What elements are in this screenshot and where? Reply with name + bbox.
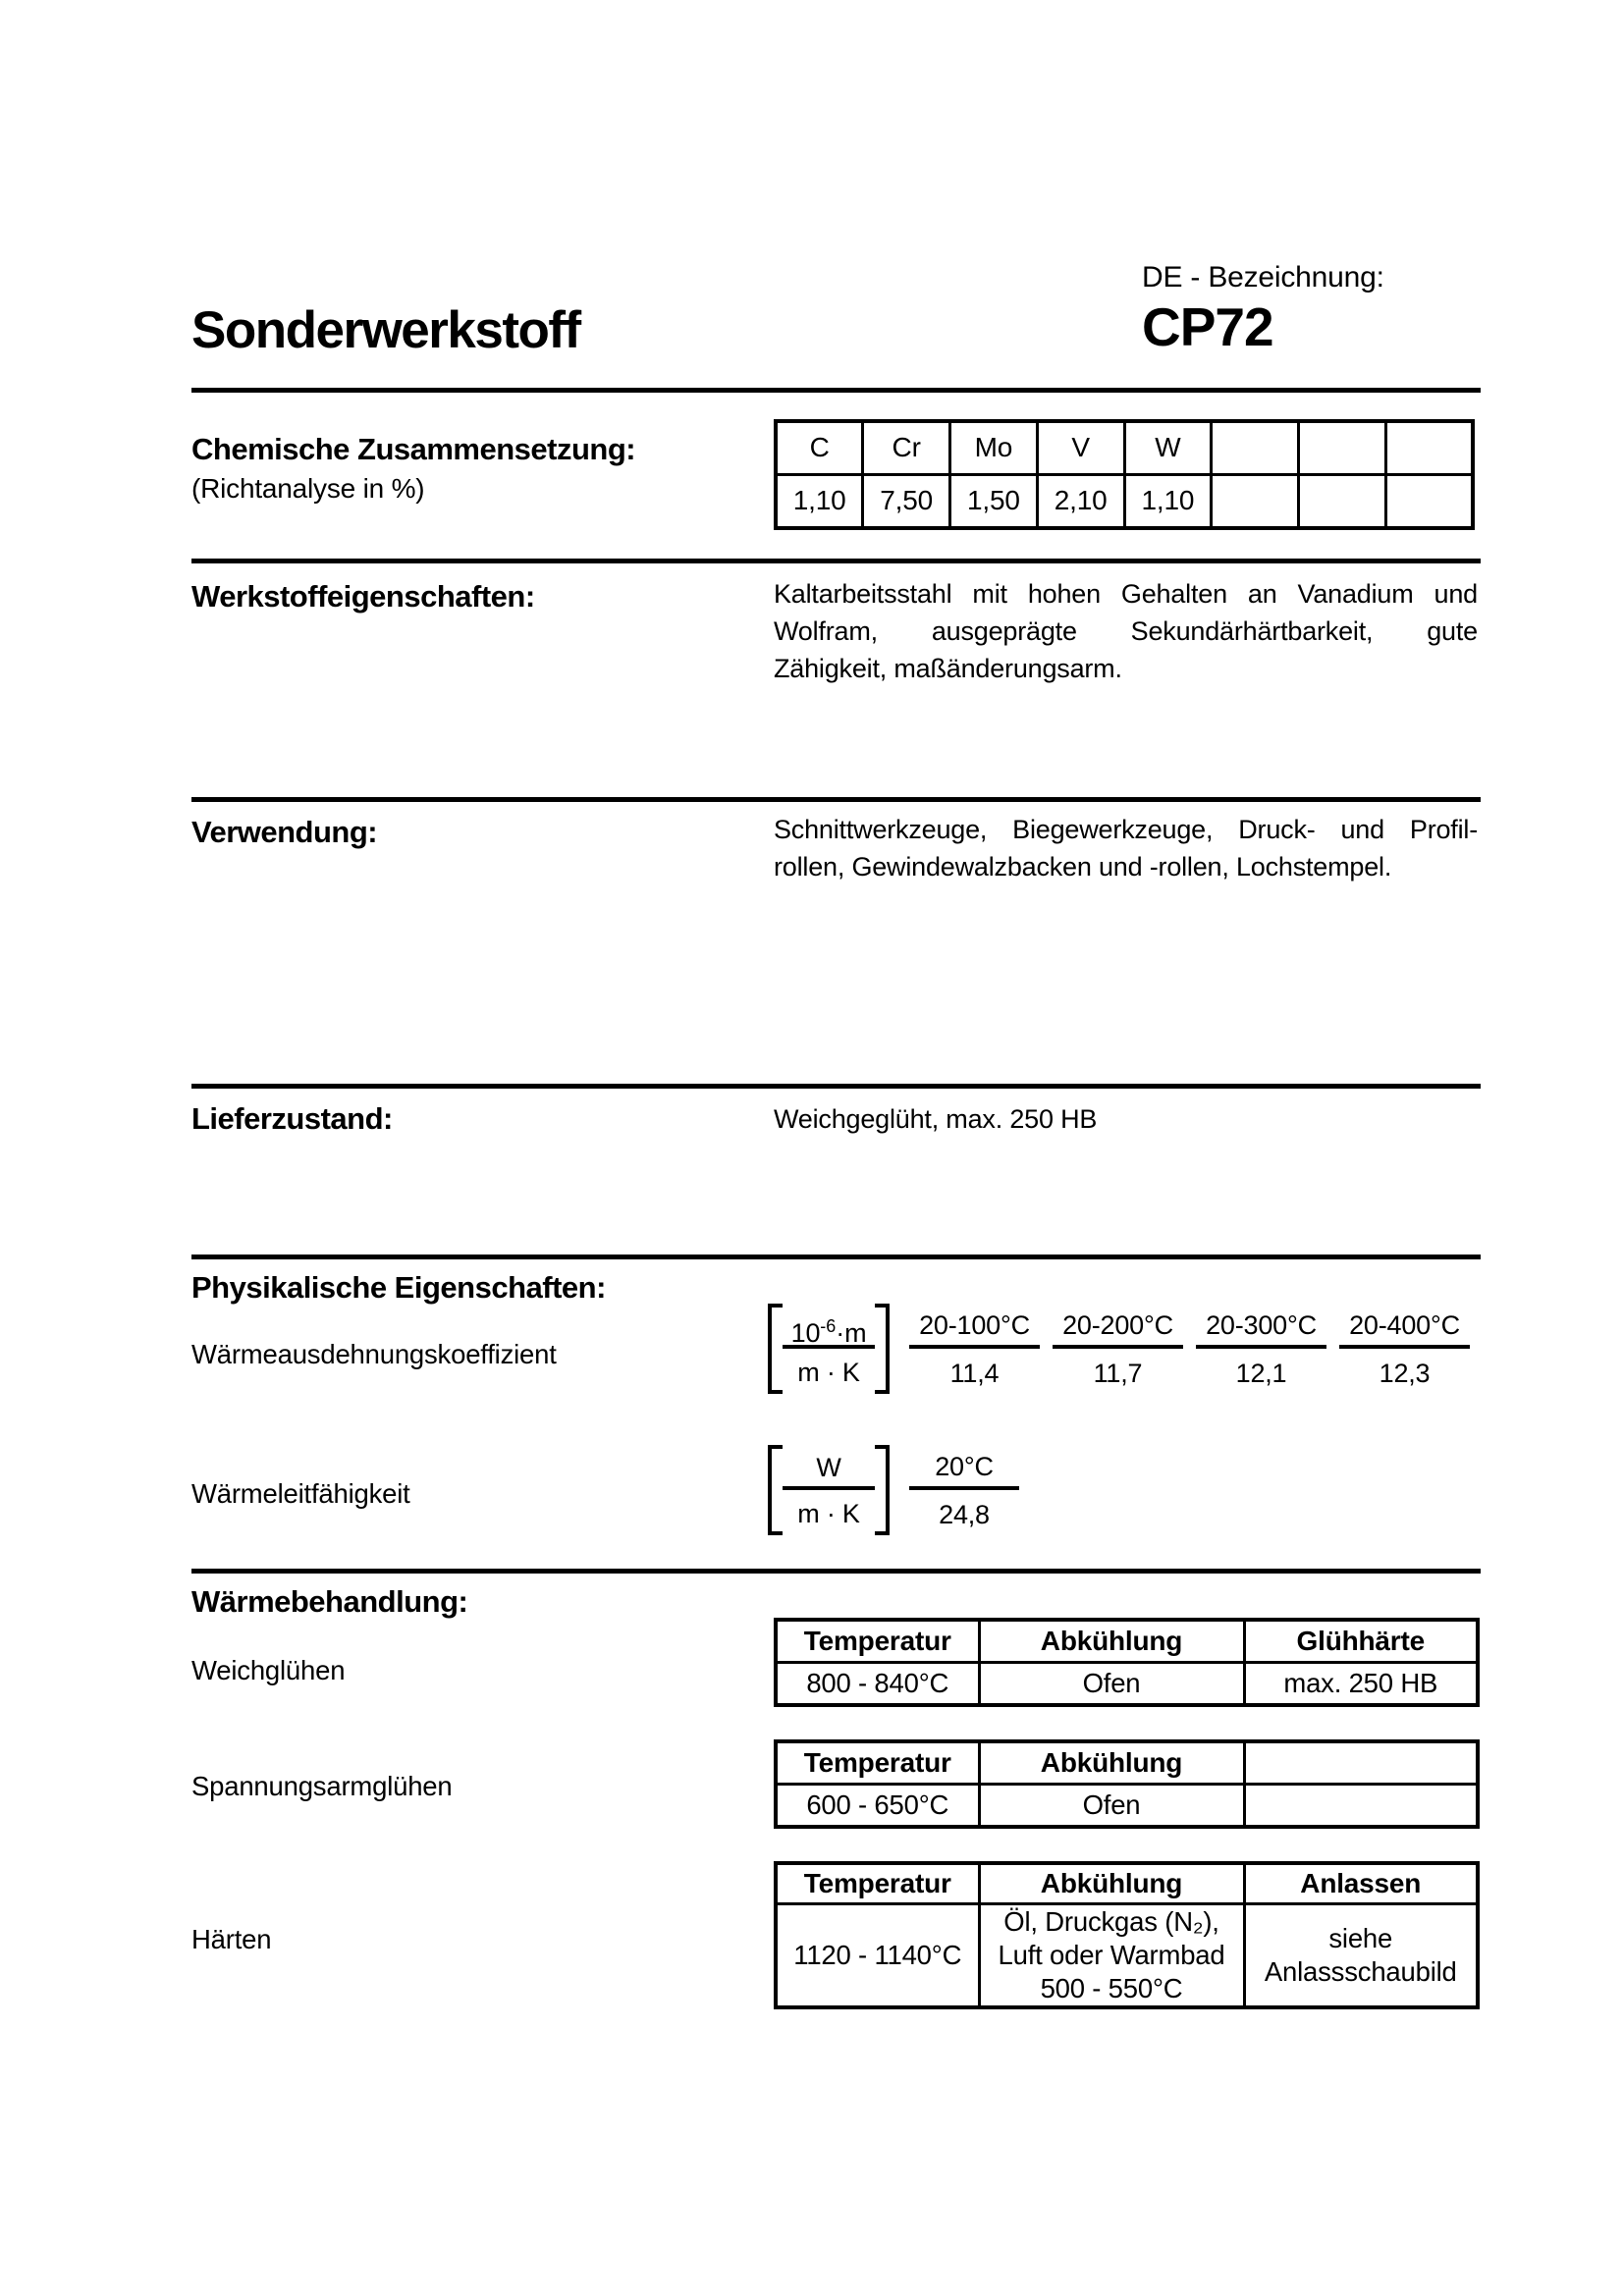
- bracket-left: [768, 1445, 783, 1535]
- heat-treatment-heading: Wärmebehandlung:: [191, 1584, 468, 1619]
- thermal-conductivity-column: [909, 1446, 1019, 1534]
- hardness-cell: max. 250 HB: [1244, 1662, 1478, 1705]
- page-title: Sonderwerkstoff: [191, 301, 580, 359]
- thermal-expansion-unit-bracket: [768, 1304, 890, 1394]
- text-line: Schnittwerkzeuge, Biegewerkzeuge, Druck- und Profil-: [774, 815, 1478, 844]
- unit-fraction: [783, 1445, 875, 1535]
- cooling-cell: Ofen: [979, 1784, 1244, 1827]
- column-header: Abkühlung: [979, 1620, 1244, 1662]
- expansion-value: 11,7: [1093, 1359, 1143, 1388]
- cell-text-line: Öl, Druckgas (N₂),: [1003, 1905, 1219, 1937]
- column-header: Glühhärte: [1244, 1620, 1478, 1662]
- divider: [191, 1084, 1481, 1089]
- text-line: Kaltarbeitsstahl mit hohen Gehalten an Vanadium und: [774, 579, 1478, 609]
- divider: [191, 797, 1481, 802]
- cooling-cell: [979, 1903, 1244, 2007]
- chemical-value: [1385, 474, 1473, 528]
- thermal-expansion-label: Wärmeausdehnungskoeffizient: [191, 1339, 557, 1369]
- material-properties-text: [774, 575, 1478, 687]
- temperature-cell: [776, 1903, 979, 2007]
- table-header-row: [776, 1620, 1478, 1662]
- column-header: Temperatur: [776, 1863, 979, 1903]
- thermal-expansion-column: [1053, 1305, 1183, 1393]
- table-row: [776, 1903, 1478, 2007]
- delivery-heading: Lieferzustand:: [191, 1101, 393, 1136]
- column-header: Abkühlung: [979, 1863, 1244, 1903]
- stress-relief-label: Spannungsarmglühen: [191, 1771, 453, 1801]
- chemical-element: [1385, 421, 1473, 474]
- table-row: [776, 1784, 1478, 1827]
- chemical-element: Mo: [950, 421, 1038, 474]
- chemical-value: 2,10: [1037, 474, 1124, 528]
- unit-denominator: m · K: [797, 1499, 860, 1528]
- material-properties-heading: Werkstoffeigenschaften:: [191, 579, 535, 614]
- chemical-subheading: (Richtanalyse in %): [191, 473, 425, 504]
- physical-heading: Physikalische Eigenschaften:: [191, 1270, 606, 1305]
- unit-numerator: $10^{-6}\cdot m$: [783, 1304, 875, 1349]
- temperature-range: 20-100°C: [909, 1305, 1040, 1349]
- table-row: [776, 1662, 1478, 1705]
- bracket-right: [875, 1445, 890, 1535]
- chemical-value-row: [776, 474, 1473, 528]
- unit-numerator: W: [783, 1445, 875, 1490]
- chemical-element: V: [1037, 421, 1124, 474]
- thermal-expansion-column: [909, 1305, 1040, 1393]
- conductivity-value: 24,8: [939, 1500, 990, 1529]
- expansion-value: 11,4: [949, 1359, 1000, 1388]
- thermal-conductivity-values: [909, 1446, 1019, 1534]
- temperature-range: 20-400°C: [1339, 1305, 1470, 1349]
- delivery-text: Weichgeglüht, max. 250 HB: [774, 1104, 1098, 1134]
- thermal-expansion-values: [909, 1305, 1470, 1393]
- table-header-row: [776, 1863, 1478, 1903]
- cell-text-line: 500 - 550°C: [1040, 1972, 1183, 2003]
- bracket-left: [768, 1304, 783, 1394]
- chemical-value: [1299, 474, 1386, 528]
- temperature-range: 20°C: [909, 1446, 1019, 1490]
- thermal-conductivity-row: [768, 1445, 1019, 1535]
- soft-annealing-label: Weichglühen: [191, 1655, 346, 1685]
- text-line: Wolfram, ausgeprägte Sekundärhärtbarkeit, gute: [774, 616, 1478, 646]
- thermal-expansion-column: [1339, 1305, 1470, 1393]
- cooling-cell: Ofen: [979, 1662, 1244, 1705]
- thermal-conductivity-unit-bracket: [768, 1445, 890, 1535]
- divider: [191, 1255, 1481, 1259]
- tempering-cell: [1244, 1903, 1478, 2007]
- bracket-right: [875, 1304, 890, 1394]
- chemical-value: 1,10: [776, 474, 863, 528]
- stress-relief-table: [774, 1739, 1480, 1829]
- expansion-value: 12,3: [1379, 1359, 1431, 1388]
- thermal-conductivity-label: Wärmeleitfähigkeit: [191, 1478, 410, 1509]
- usage-heading: Verwendung:: [191, 815, 378, 849]
- chemical-element: [1212, 421, 1299, 474]
- text-line: Zähigkeit, maßänderungsarm.: [774, 654, 1122, 683]
- chemical-value: 1,10: [1124, 474, 1212, 528]
- cell-text-line: siehe: [1328, 1922, 1393, 1953]
- column-header: [1244, 1741, 1478, 1784]
- temperature-range: 20-200°C: [1053, 1305, 1183, 1349]
- divider: [191, 388, 1481, 393]
- table-header-row: [776, 1741, 1478, 1784]
- unit-denominator: m · K: [797, 1358, 860, 1387]
- chemical-value: 7,50: [863, 474, 950, 528]
- chemical-value: 1,50: [950, 474, 1038, 528]
- chemical-element: C: [776, 421, 863, 474]
- chemical-heading: Chemische Zusammensetzung:: [191, 432, 636, 466]
- column-header: Anlassen: [1244, 1863, 1478, 1903]
- cell-text-line: Anlassschaubild: [1264, 1955, 1457, 1987]
- unit-fraction: [783, 1304, 875, 1394]
- usage-text: [774, 811, 1478, 885]
- cell-text-line: Luft oder Warmbad: [998, 1939, 1225, 1970]
- chemical-header-row: [776, 421, 1473, 474]
- designation-label: DE - Bezeichnung:: [1142, 261, 1384, 294]
- expansion-value: 12,1: [1235, 1359, 1287, 1388]
- chemical-element: Cr: [863, 421, 950, 474]
- hardening-label: Härten: [191, 1924, 272, 1954]
- temperature-range: 20-300°C: [1196, 1305, 1326, 1349]
- column-header: Temperatur: [776, 1620, 979, 1662]
- divider: [191, 1569, 1481, 1574]
- empty-cell: [1244, 1784, 1478, 1827]
- text-line: rollen, Gewindewalzbacken und -rollen, Lochstempel.: [774, 852, 1392, 881]
- hardening-table: [774, 1861, 1480, 2009]
- divider: [191, 559, 1481, 563]
- designation-block: [1142, 261, 1384, 358]
- designation-value: CP72: [1142, 296, 1273, 357]
- temperature-cell: 600 - 650°C: [776, 1784, 979, 1827]
- chemical-composition-table: [774, 419, 1475, 530]
- chemical-value: [1212, 474, 1299, 528]
- temperature-cell: 800 - 840°C: [776, 1662, 979, 1705]
- chemical-element: [1299, 421, 1386, 474]
- cell-text-line: 1120 - 1140°C: [793, 1939, 962, 1970]
- thermal-expansion-column: [1196, 1305, 1326, 1393]
- chemical-element: W: [1124, 421, 1212, 474]
- column-header: Temperatur: [776, 1741, 979, 1784]
- column-header: Abkühlung: [979, 1741, 1244, 1784]
- thermal-expansion-row: [768, 1304, 1470, 1394]
- soft-annealing-table: [774, 1618, 1480, 1707]
